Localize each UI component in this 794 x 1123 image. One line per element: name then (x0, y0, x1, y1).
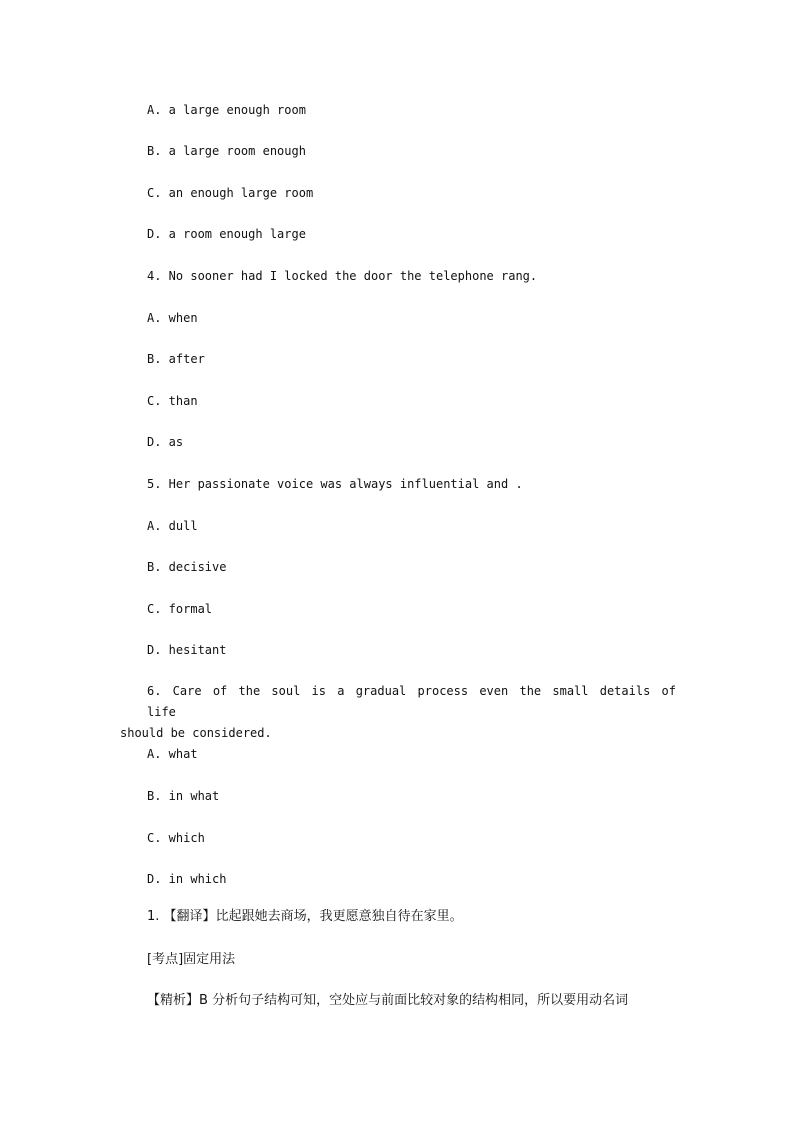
q3-option-b: B. a large room enough (147, 144, 306, 158)
q6-option-b: B. in what (147, 789, 220, 803)
q4-stem: 4. No sooner had I locked the door the telephone rang. (147, 269, 538, 283)
q6-option-d: D. in which (147, 872, 227, 886)
answer-1-test-point: [考点]固定用法 (147, 952, 236, 967)
q4-option-b: B. after (147, 352, 205, 366)
q3-option-d: D. a room enough large (147, 227, 306, 241)
answer-1-analysis (147, 994, 628, 1008)
q5-stem: 5. Her passionate voice was always influential and . (147, 477, 523, 491)
q3-option-a: A. a large enough room (147, 103, 306, 117)
q6-stem (120, 681, 676, 744)
translation-text: 比起跟她去商场，我更愿意独自待在家里。 (215, 909, 463, 924)
answer-1-translation (147, 910, 463, 924)
analysis-tag: 【精析】 (147, 993, 200, 1008)
q6-stem-line2: should be considered. (120, 726, 272, 740)
q6-option-c: C. which (147, 831, 205, 845)
q4-option-a: A. when (147, 311, 198, 325)
q5-option-a: A. dull (147, 519, 198, 533)
q6-option-a: A. what (147, 747, 198, 761)
q5-option-c: C. formal (147, 602, 213, 616)
translation-tag: 【翻译】 (163, 909, 216, 924)
answer-number: 1. (147, 909, 160, 924)
q4-option-d: D. as (147, 435, 184, 449)
q5-option-d: D. hesitant (147, 643, 227, 657)
q4-option-c: C. than (147, 394, 198, 408)
q5-option-b: B. decisive (147, 560, 227, 574)
q3-option-c: C. an enough large room (147, 186, 314, 200)
q6-stem-line1: 6. Care of the soul is a gradual process even the small details of life (147, 684, 676, 719)
analysis-text: B 分析句子结构可知，空处应与前面比较对象的结构相同，所以要用动名词 (199, 993, 629, 1008)
